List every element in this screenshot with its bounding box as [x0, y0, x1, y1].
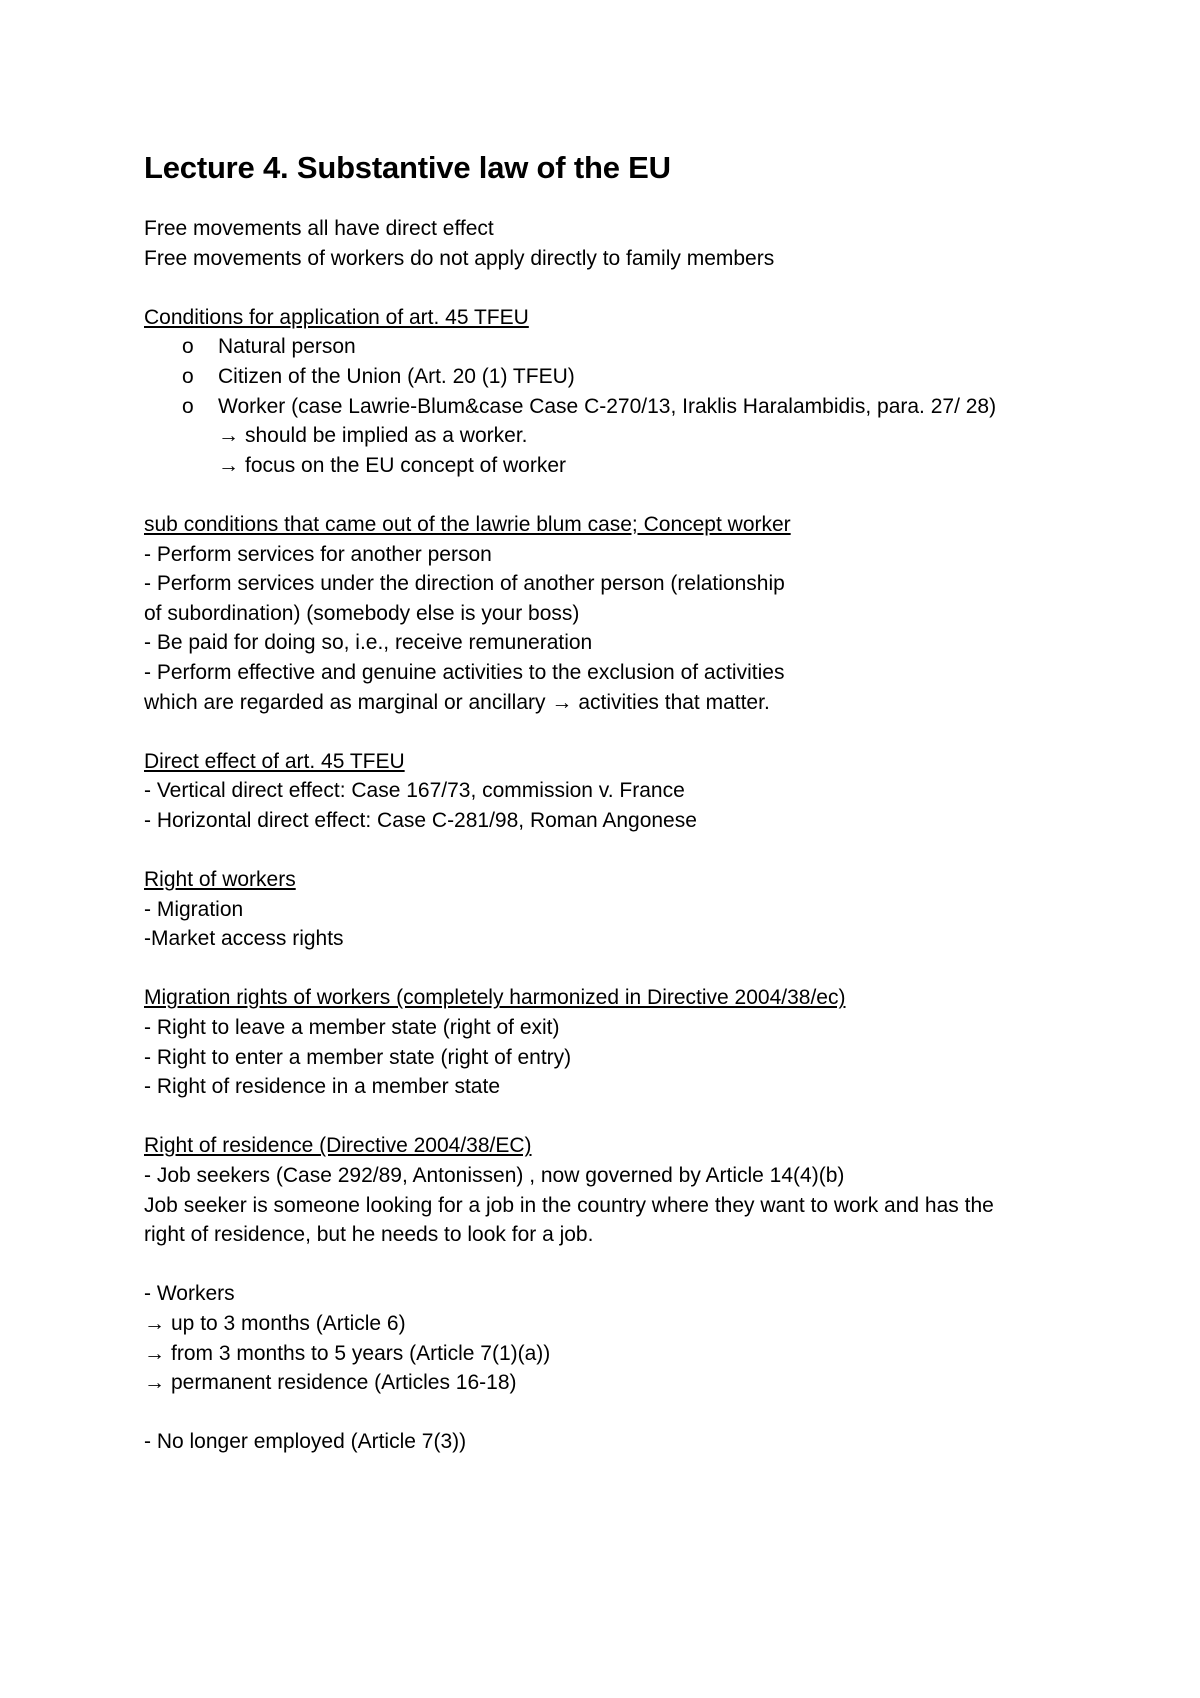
list-item: [144, 1309, 1104, 1339]
text-line: - Right to enter a member state (right of entry): [144, 1045, 572, 1069]
arrow-icon: →: [144, 1341, 165, 1365]
text-line: [144, 688, 1104, 718]
arrow-icon: →: [551, 690, 573, 714]
arrow-icon: →: [218, 424, 239, 448]
text-line: Job seeker is someone looking for a job in the country where they want to work and has the: [144, 1193, 994, 1217]
text-line: - Horizontal direct effect: Case C-281/98, Roman Angonese: [144, 808, 697, 832]
sub-item-text: should be implied as a worker.: [245, 424, 528, 448]
text-line: - Be paid for doing so, i.e., receive remuneration: [144, 631, 593, 655]
list-item: [144, 1368, 1104, 1398]
text-line: - Vertical direct effect: Case 167/73, commission v. France: [144, 779, 685, 803]
section-heading-direct-effect: Direct effect of art. 45 TFEU: [144, 749, 405, 773]
list-item-text: Citizen of the Union (Art. 20 (1) TFEU): [218, 364, 575, 388]
list-item: [144, 332, 1104, 362]
text-line: - Right to leave a member state (right of exit): [144, 1016, 560, 1040]
sub-item: [144, 421, 1104, 451]
text-segment: which are regarded as marginal or ancillary: [144, 690, 546, 714]
intro-line: Free movements of workers do not apply directly to family members: [144, 246, 775, 270]
list-item-text: Worker (case Lawrie-Blum&case Case C-270/13, Iraklis Haralambidis, para. 27/ 28): [218, 394, 997, 418]
sub-item-text: focus on the EU concept of worker: [245, 453, 566, 477]
text-line: - Migration: [144, 897, 244, 921]
text-line: - Right of residence in a member state: [144, 1075, 500, 1099]
intro-line: Free movements all have direct effect: [144, 217, 494, 240]
arrow-icon: →: [144, 1371, 165, 1395]
text-line: - Workers: [144, 1282, 235, 1306]
arrow-icon: →: [144, 1311, 165, 1335]
section-heading-right-of-residence: Right of residence (Directive 2004/38/EC): [144, 1134, 532, 1158]
document-body: [144, 146, 1104, 1457]
text-line: -Market access rights: [144, 927, 344, 951]
list-item-text: permanent residence (Articles 16-18): [171, 1371, 517, 1395]
text-line: right of residence, but he needs to look for a job.: [144, 1223, 594, 1247]
bullet-marker: o: [182, 364, 194, 388]
section-heading-right-of-workers: Right of workers: [144, 868, 296, 892]
bullet-marker: o: [182, 394, 194, 418]
list-item: [144, 392, 1104, 422]
list-item: [144, 1339, 1104, 1369]
text-line: - Perform services for another person: [144, 542, 492, 566]
text-line: - Perform services under the direction of another person (relationship: [144, 572, 785, 596]
text-line: of subordination) (somebody else is your boss): [144, 601, 580, 625]
arrow-icon: →: [218, 453, 239, 477]
text-line: - No longer employed (Article 7(3)): [144, 1430, 467, 1454]
page-title: Lecture 4. Substantive law of the EU: [144, 150, 671, 185]
text-line: - Job seekers (Case 292/89, Antonissen) , now governed by Article 14(4)(b): [144, 1164, 845, 1187]
section-heading-sub-conditions: sub conditions that came out of the lawrie blum case; Concept worker: [144, 512, 791, 536]
text-segment: activities that matter.: [578, 690, 770, 714]
list-item-text: from 3 months to 5 years (Article 7(1)(a)): [171, 1341, 551, 1365]
sub-item: [144, 451, 1104, 481]
text-line: - Perform effective and genuine activities to the exclusion of activities: [144, 660, 785, 684]
list-item: [144, 362, 1104, 392]
section-heading-conditions: Conditions for application of art. 45 TFEU: [144, 305, 529, 329]
list-item-text: Natural person: [218, 335, 356, 359]
bullet-marker: o: [182, 335, 194, 359]
section-heading-migration-rights: Migration rights of workers (completely harmonized in Directive 2004/38/ec): [144, 986, 846, 1010]
list-item-text: up to 3 months (Article 6): [171, 1311, 406, 1335]
